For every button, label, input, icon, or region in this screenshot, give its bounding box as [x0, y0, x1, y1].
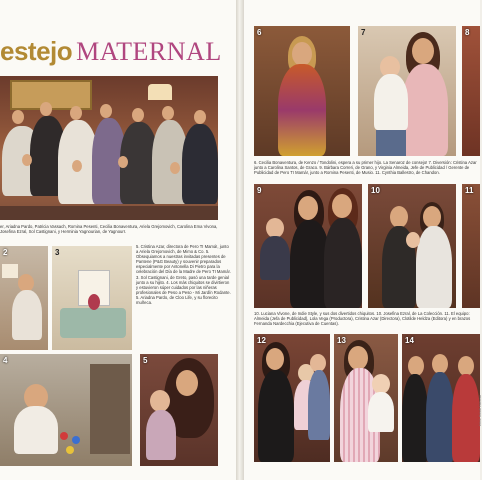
title-part-1: estejo — [0, 36, 73, 66]
photo-number: 8 — [465, 28, 470, 37]
photo-number: 9 — [257, 186, 262, 195]
photo-12 — [254, 334, 330, 462]
photo-4 — [0, 354, 132, 466]
photo-number: 2 — [3, 248, 8, 257]
photo-number: 14 — [405, 336, 414, 345]
photo-number: 10 — [371, 186, 380, 195]
group-photo — [0, 76, 218, 220]
photo-6 — [254, 26, 350, 156]
right-caption-mid: 10. Luciana Vivone, de Indie Style, y sus dos divertidos chiquitos. 10. Josefina Ezral, de La Colección. 11. El equipo: Almeida (Jefa de Publicidad), Lola Vega (Productora), Cristina Azar (Directora), Clotilde Heldza (Editora) y en brazos Fernanda Nardecchia (Ejecutiva de Cuentas). — [254, 311, 471, 327]
photo-number: 13 — [337, 336, 346, 345]
photo-9 — [254, 184, 362, 308]
photo-11 — [462, 184, 480, 308]
photo-13 — [334, 334, 398, 462]
title-part-2: MATERNAL — [76, 37, 222, 66]
article-title — [0, 36, 236, 67]
photo-5 — [140, 354, 218, 466]
photo-number: 12 — [257, 336, 266, 345]
group-caption: er, Ariadna Pardo, Patricia Vassach, Romina Pesenti, Cecilia Bonaventura, Ariela Grejomovich, Carolina Ema Vivona, Josefina Ezral, Sol Castignani, y Herminia Yagnourian, de Yagnourr. — [0, 224, 218, 235]
right-caption-top: 6. Cecilia Bonaventura, de Kenzo / Tondolini, espera a su primer hijo. La Senaroz de consejo! 7. Diversión: Cristina Azar junto a Carolina Santos, de Graco. 9. Bárbara Correri, de Grano, y Virginia Almeida, Jefe de Publicidad / Gerente de Publicidad de Pero TI Mamá!, junto a Romina Pesenti, de Musio. 11. Cynthia Ballestro, de Chandon. — [254, 160, 477, 176]
photo-8 — [462, 26, 480, 156]
photo-10 — [368, 184, 456, 308]
photo-credit: Fotos: Bonelli Cámaras — [478, 395, 482, 427]
lamp — [148, 84, 172, 100]
photo-2 — [0, 246, 48, 350]
right-page — [244, 0, 480, 480]
photo-number: 11 — [465, 186, 474, 195]
photo-number: 6 — [257, 28, 262, 37]
photo-number: 5 — [143, 356, 148, 365]
photo-number: 7 — [361, 28, 366, 37]
photo-number: 3 — [55, 248, 60, 257]
photo-14 — [402, 334, 480, 462]
page-gutter — [236, 0, 244, 480]
photo-number: 4 — [3, 356, 8, 365]
left-page — [0, 0, 236, 480]
photo-7 — [358, 26, 456, 156]
left-caption-block: 5. Cristina Azar, directora de Pero TI Mamá!, junto a Ariela Grejomovich, de Mimo & Co. 5. Obsequiamos a nuestras invitadas presentes de Pantene (P&G Beauty) y souvenir preparados especialmente por Antonella Di Pietro para la celebración del Día de la Madre de Pero TI Mamá!. 3. Sol Castignani, de Greto, pasó una tarde genial junto a su hijito. 4. Los más chiquitos se divirtieron y estuvieron súper cuidados por las niñeras profesionales de Peso a Peso - Mi Jardín Rodante. 5. Ariadna Pardo, de Cloo Life, y su florecito muñeca. — [136, 244, 231, 306]
photo-3 — [52, 246, 132, 350]
